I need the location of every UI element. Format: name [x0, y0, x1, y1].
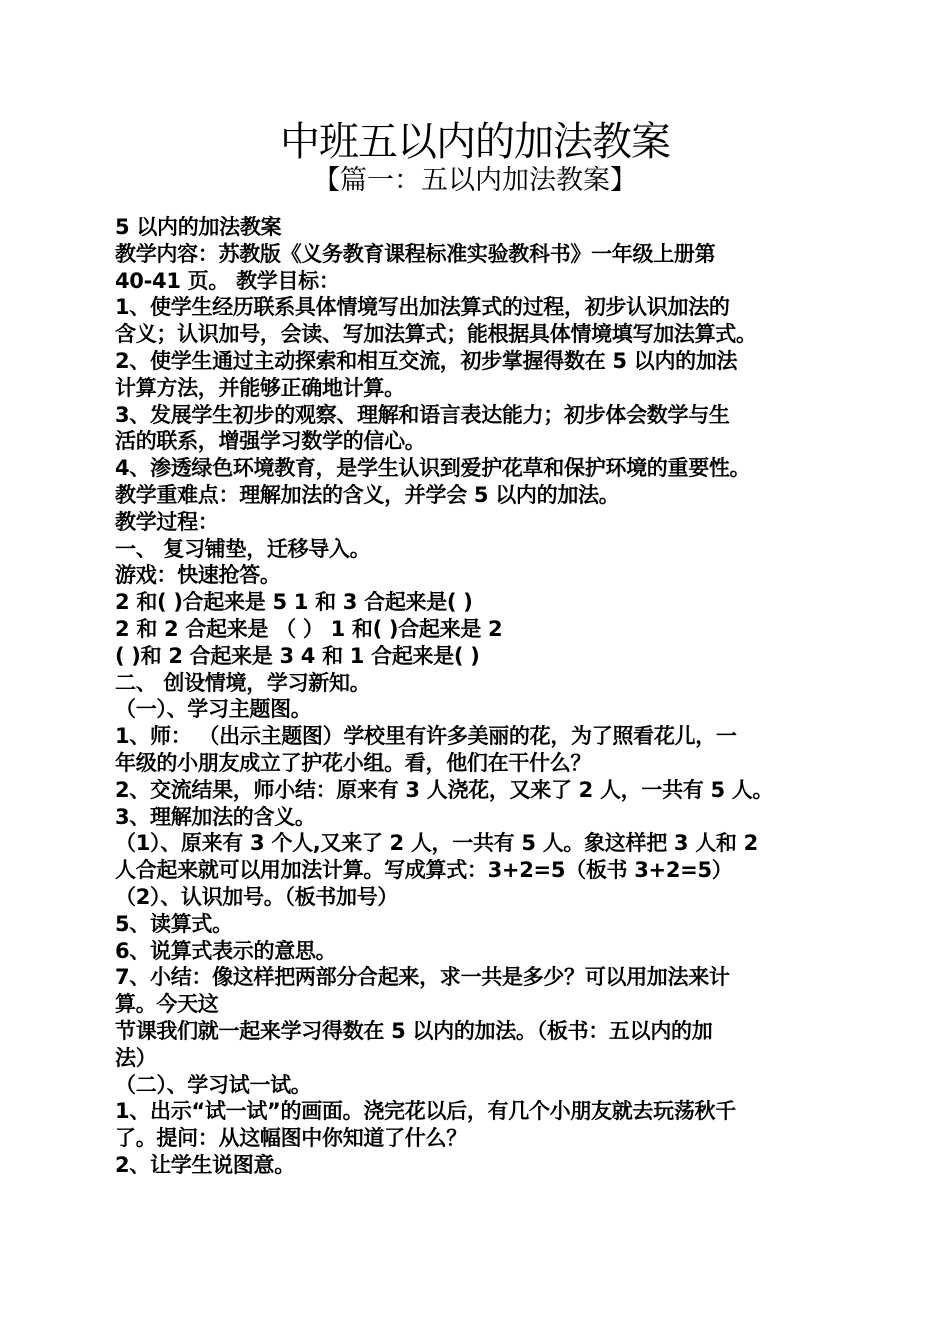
text-line: 3、发展学生初步的观察、理解和语言表达能力；初步体会数学与生 — [115, 402, 730, 427]
text-line: 教学过程： — [115, 509, 219, 534]
text-line: 1、使学生经历联系具体情境写出加法算式的过程，初步认识加法的 — [115, 295, 730, 320]
text-line: 人合起来就可以用加法计算。写成算式：3+2=5（板书 3+2=5） — [115, 858, 733, 883]
text-line: （1）、原来有 3 个人,又来了 2 人，一共有 5 人。象这样把 3 人和 2 — [115, 831, 758, 856]
text-line: ( )和 2 合起来是 3 4 和 1 合起来是( ) — [115, 643, 480, 668]
text-line: 1、师： （出示主题图）学校里有许多美丽的花，为了照看花儿，一 — [115, 724, 737, 749]
text-line: 5、读算式。 — [115, 911, 233, 936]
text-line: 了。提问：从这幅图中你知道了什么？ — [115, 1126, 467, 1151]
text-line: 算。今天这 — [115, 992, 219, 1017]
text-line: （一）、学习主题图。 — [115, 697, 312, 722]
text-line: 2、让学生说图意。 — [115, 1152, 295, 1177]
document-subtitle: 【篇一：五以内加法教案】 — [313, 165, 637, 196]
text-line: 1、出示“试一试”的画面。浇完花以后，有几个小朋友就去玩荡秋千 — [115, 1099, 736, 1124]
text-line: 游戏：快速抢答。 — [115, 563, 281, 588]
text-line: 2 和( )合起来是 5 1 和 3 合起来是( ) — [115, 590, 473, 615]
text-line: 2 和 2 合起来是 （ ） 1 和( )合起来是 2 — [115, 616, 503, 641]
text-line: 教学重难点：理解加法的含义，并学会 5 以内的加法。 — [115, 482, 620, 507]
text-line: （二）、学习试一试。 — [115, 1072, 312, 1097]
text-line: 40-41 页。 教学目标： — [115, 268, 340, 293]
text-line: 3、理解加法的含义。 — [115, 804, 316, 829]
text-line: 2、使学生通过主动探索和相互交流，初步掌握得数在 5 以内的加法 — [115, 348, 738, 373]
document-title: 中班五以内的加法教案 — [280, 119, 670, 165]
text-line: 6、说算式表示的意思。 — [115, 938, 337, 963]
text-line: 法） — [115, 1045, 157, 1070]
text-line: 7、小结：像这样把两部分合起来，求一共是多少？可以用加法来计 — [115, 965, 730, 990]
text-line: 教学内容：苏教版《义务教育课程标准实验教科书》一年级上册第 — [115, 241, 716, 266]
document-body — [115, 214, 850, 1179]
text-line: 一、 复习铺垫，迁移导入。 — [115, 536, 371, 561]
text-line: 节课我们就一起来学习得数在 5 以内的加法。（板书：五以内的加 — [115, 1018, 713, 1043]
text-line: （2）、认识加号。（板书加号） — [115, 884, 399, 909]
text-line: 5 以内的加法教案 — [115, 215, 282, 239]
text-line: 二、 创设情境，学习新知。 — [115, 670, 371, 695]
text-line: 活的联系，增强学习数学的信心。 — [115, 429, 426, 454]
text-line: 2、交流结果，师小结：原来有 3 人浇花，又来了 2 人，一共有 5 人。 — [115, 777, 774, 802]
text-line: 年级的小朋友成立了护花小组。看，他们在干什么？ — [115, 750, 592, 775]
text-line: 含义；认识加号，会读、写加法算式；能根据具体情境填写加法算式。 — [115, 322, 757, 347]
text-line: 计算方法，并能够正确地计算。 — [115, 375, 405, 400]
text-line: 4、渗透绿色环境教育，是学生认识到爱护花草和保护环境的重要性。 — [115, 456, 751, 481]
